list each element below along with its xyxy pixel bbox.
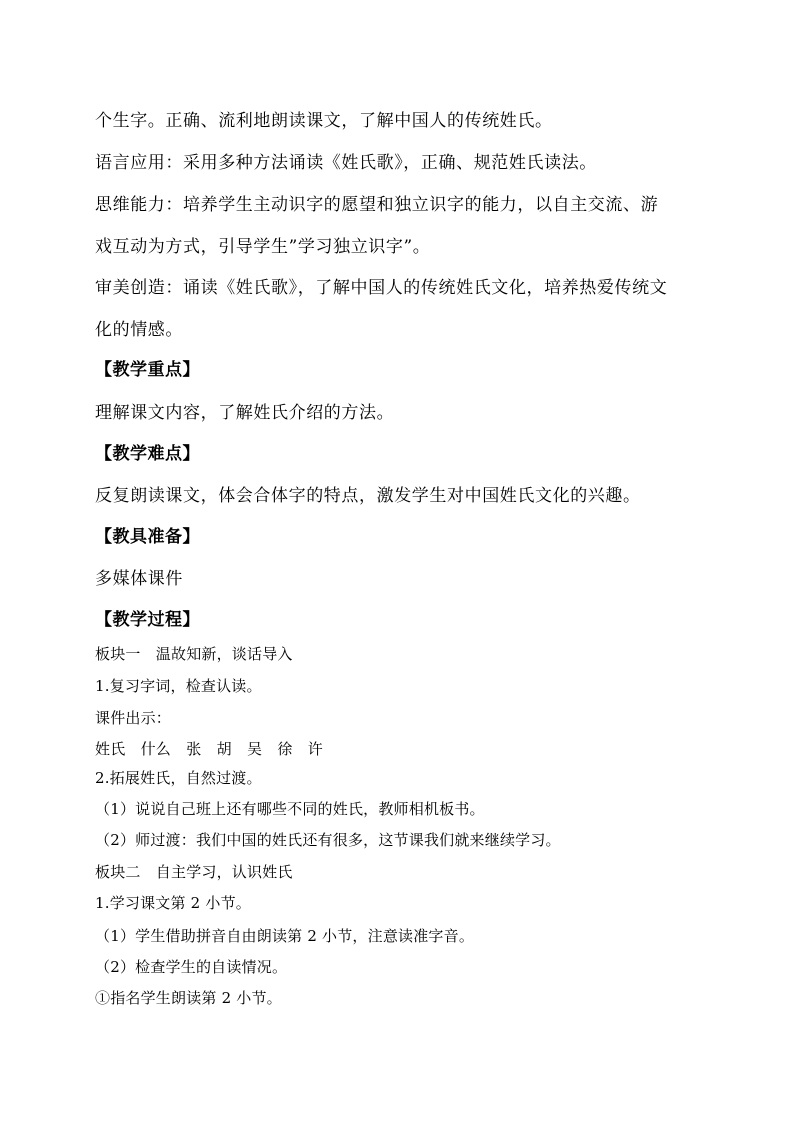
block1-step2: 2.拓展姓氏，自然过渡。 (95, 769, 262, 787)
block1-step2-2: （2）师过渡：我们中国的姓氏还有很多，这节课我们就来继续学习。 (95, 831, 561, 849)
paragraph-thinking-line2: 戏互动为方式，引导学生”学习独立识字”。 (95, 237, 431, 257)
paragraph-literacy-end: 个生字。正确、流利地朗读课文，了解中国人的传统姓氏。 (95, 111, 553, 131)
block2-step1-2-a: ①指名学生朗读第 2 小节。 (95, 989, 282, 1007)
text-key-points: 理解课文内容，了解姓氏介绍的方法。 (95, 403, 395, 423)
block2-step1-2: （2）检查学生的自读情况。 (95, 958, 288, 976)
heading-difficulties: 【教学难点】 (95, 444, 200, 464)
block1-title: 板块一 温故知新，谈话导入 (95, 645, 293, 663)
paragraph-aesthetic-line1: 审美创造：诵读《姓氏歌》，了解中国人的传统姓氏文化，培养热爱传统文 (95, 278, 668, 298)
text-difficulties: 反复朗读课文，体会合体字的特点，激发学生对中国姓氏文化的兴趣。 (95, 486, 641, 506)
block2-title: 板块二 自主学习，认识姓氏 (95, 863, 293, 881)
block1-step2-1: （1）说说自己班上还有哪些不同的姓氏，教师相机板书。 (95, 800, 485, 818)
block1-courseware: 课件出示： (95, 709, 172, 727)
block1-step1: 1.复习字词，检查认读。 (95, 677, 262, 695)
paragraph-language-use: 语言应用：采用多种方法诵读《姓氏歌》，正确、规范姓氏读法。 (95, 153, 597, 173)
heading-key-points: 【教学重点】 (95, 360, 200, 380)
paragraph-thinking-line1: 思维能力：培养学生主动识字的愿望和独立识字的能力，以自主交流、游 (95, 195, 659, 215)
heading-process: 【教学过程】 (95, 610, 200, 630)
text-tools: 多媒体课件 (95, 569, 183, 589)
block2-step1: 1.学习课文第 2 小节。 (95, 894, 251, 912)
heading-tools: 【教具准备】 (95, 527, 200, 547)
block1-words: 姓氏 什么 张 胡 吴 徐 许 (95, 740, 324, 758)
block2-step1-1: （1）学生借助拼音自由朗读第 2 小节，注意读准字音。 (95, 927, 475, 945)
paragraph-aesthetic-line2: 化的情感。 (95, 320, 183, 340)
